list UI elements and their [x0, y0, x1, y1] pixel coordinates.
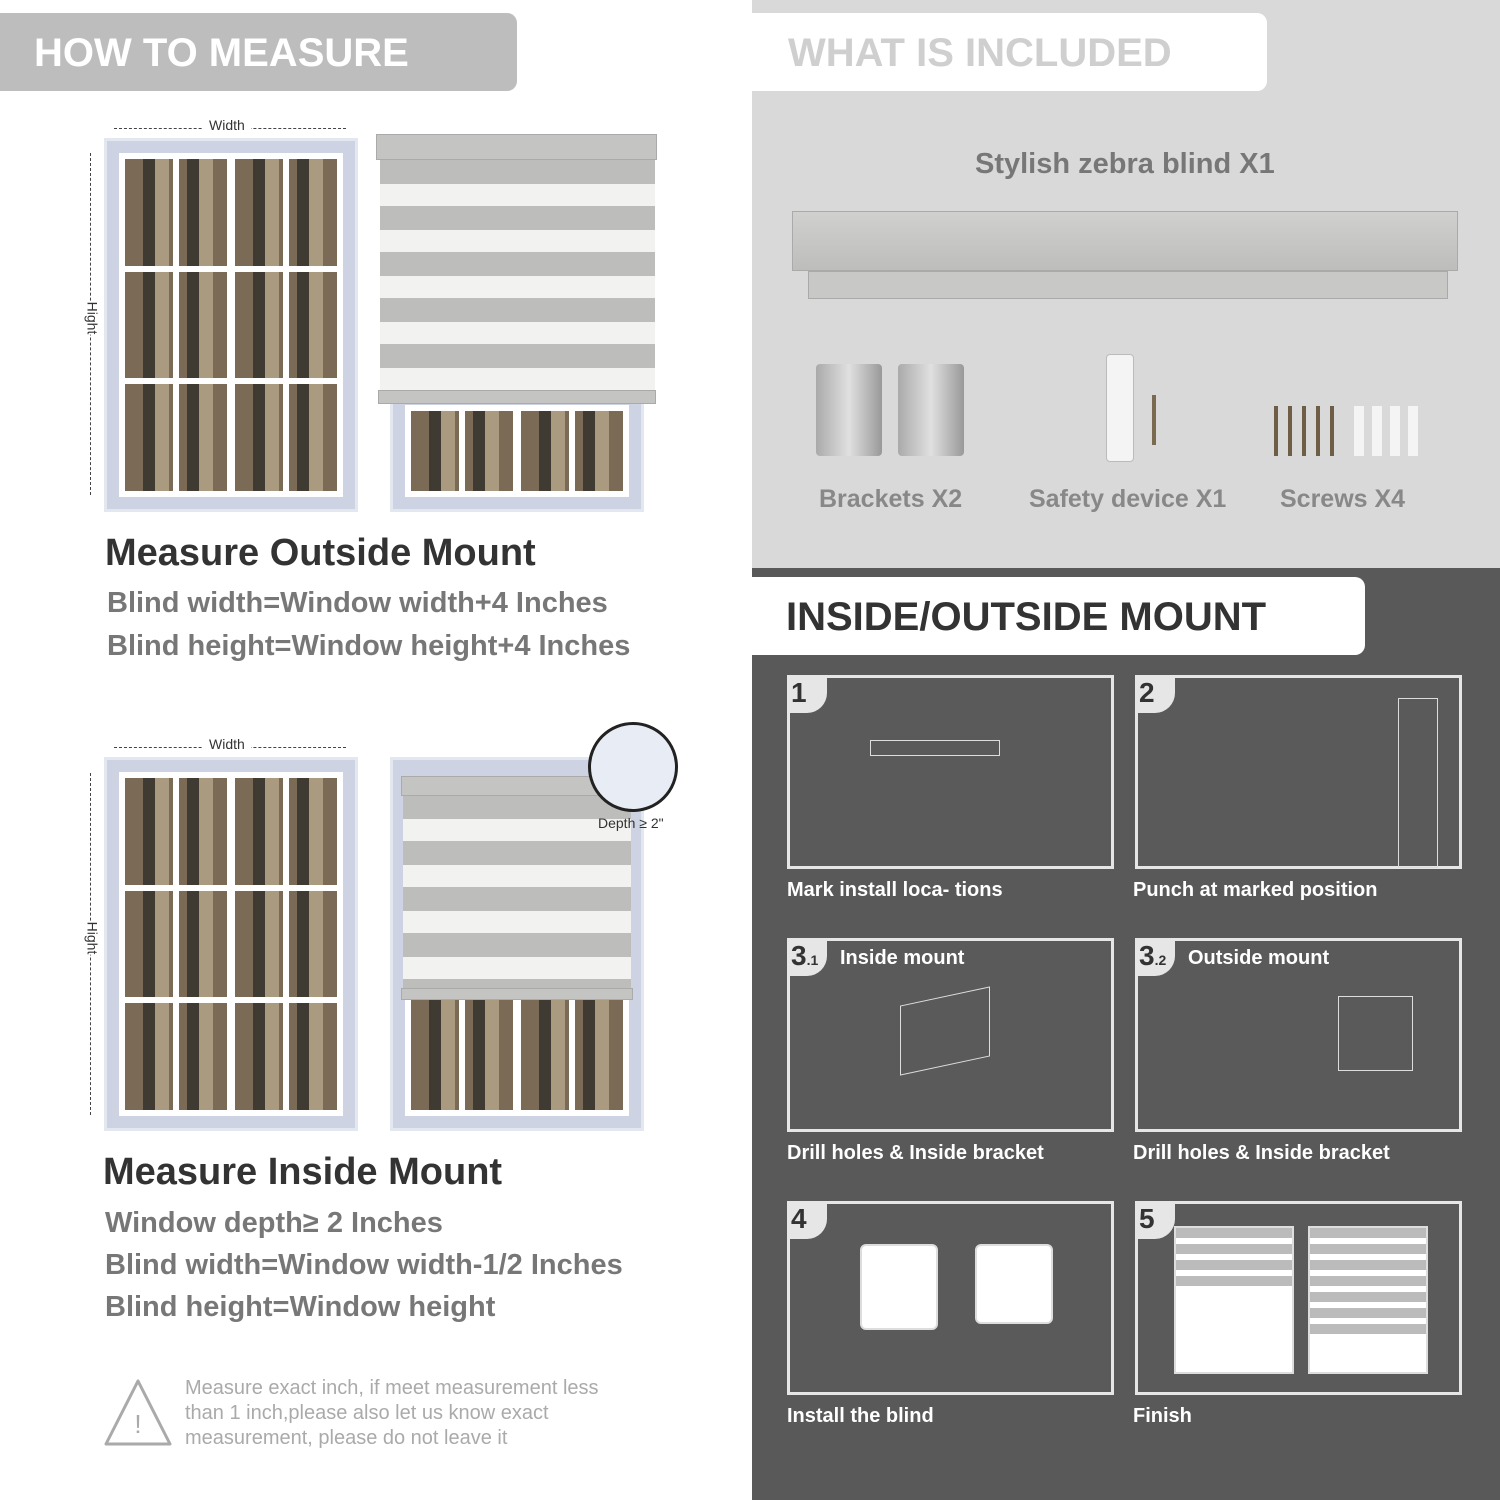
safety-device-image [1106, 354, 1134, 462]
note-line: Measure exact inch, if meet measurement less [185, 1377, 599, 1399]
outside-mount-line: Blind height=Window height+4 Inches [107, 630, 631, 662]
inside-mount-title: Measure Inside Mount [103, 1151, 503, 1193]
depth-magnifier-circle [588, 722, 678, 812]
safety-device-label: Safety device X1 [1029, 485, 1227, 513]
step-title: Outside mount [1188, 947, 1330, 969]
inside-mount-line: Blind height=Window height [105, 1291, 496, 1323]
anchors-image [1354, 406, 1422, 456]
step-number: 4 [787, 1201, 827, 1239]
headrail-image [792, 211, 1458, 271]
ruler-sketch [870, 740, 1000, 756]
step-number [787, 938, 827, 976]
bracket-sketch [1338, 996, 1413, 1071]
step-number-main: 3 [791, 940, 807, 971]
step-3-1-panel [787, 938, 1114, 1132]
headrail-end-sketch [975, 1244, 1053, 1324]
zebra-blind-image [403, 795, 631, 990]
blind-open-sketch [1174, 1226, 1294, 1374]
height-label: Hight [84, 301, 101, 335]
width-label: Width [203, 117, 251, 133]
inside-mount-line: Blind width=Window width-1/2 Inches [105, 1249, 623, 1281]
step-4-panel [787, 1201, 1114, 1395]
warning-icon [103, 1378, 173, 1448]
step-1-caption: Mark install loca- tions [787, 879, 1003, 901]
step-number: 5 [1135, 1201, 1175, 1239]
step-number: 1 [787, 675, 827, 713]
blind-cassette [376, 134, 657, 160]
step-2-panel [1135, 675, 1462, 869]
inside-mount-line: Window depth≥ 2 Inches [105, 1207, 443, 1239]
note-line: than 1 inch,please also let us know exact [185, 1402, 549, 1424]
window-image [104, 757, 358, 1131]
blind-closed-sketch [1308, 1226, 1428, 1374]
step-5-caption: Finish [1133, 1405, 1192, 1427]
headrail-lower [808, 271, 1448, 299]
what-is-included-header: WHAT IS INCLUDED [752, 13, 1267, 91]
bracket-image [816, 364, 882, 456]
step-1-panel [787, 675, 1114, 869]
measurement-note [185, 1376, 599, 1451]
window-image [104, 138, 358, 512]
step-number: 2 [1135, 675, 1175, 713]
how-to-measure-header: HOW TO MEASURE [0, 13, 517, 91]
frame-sketch [1398, 698, 1438, 868]
step-4-caption: Install the blind [787, 1405, 934, 1427]
step-5-panel [1135, 1201, 1462, 1395]
step-title: Inside mount [840, 947, 965, 969]
step-number [1135, 938, 1175, 976]
inside-outside-mount-header: INSIDE/OUTSIDE MOUNT [752, 577, 1365, 655]
step-number-sub: .1 [806, 952, 819, 968]
svg-text:!: ! [134, 1409, 142, 1439]
blind-bottom-rail [378, 390, 656, 404]
width-label: Width [203, 736, 251, 752]
zebra-blind-image [380, 160, 655, 392]
step-3-2-caption: Drill holes & Inside bracket [1133, 1142, 1390, 1164]
height-label: Hight [84, 921, 101, 955]
headrail-end-sketch [860, 1244, 938, 1330]
note-line: measurement, please do not leave it [185, 1427, 508, 1449]
step-3-1-caption: Drill holes & Inside bracket [787, 1142, 1044, 1164]
step-number-sub: .2 [1154, 952, 1167, 968]
depth-label: Depth ≥ 2" [598, 815, 664, 831]
step-2-caption: Punch at marked position [1133, 879, 1378, 901]
outside-mount-title: Measure Outside Mount [105, 532, 536, 574]
window-below-blind [390, 390, 644, 512]
screws-label: Screws X4 [1280, 485, 1406, 513]
zebra-blind-label: Stylish zebra blind X1 [975, 148, 1275, 180]
bracket-sketch [900, 986, 990, 1075]
screw-image [1152, 395, 1156, 445]
brackets-label: Brackets X2 [819, 485, 963, 513]
outside-mount-line: Blind width=Window width+4 Inches [107, 587, 608, 619]
step-3-2-panel [1135, 938, 1462, 1132]
screws-image [1274, 406, 1338, 456]
blind-bottom-rail [401, 988, 633, 1000]
bracket-image [898, 364, 964, 456]
step-number-main: 3 [1139, 940, 1155, 971]
